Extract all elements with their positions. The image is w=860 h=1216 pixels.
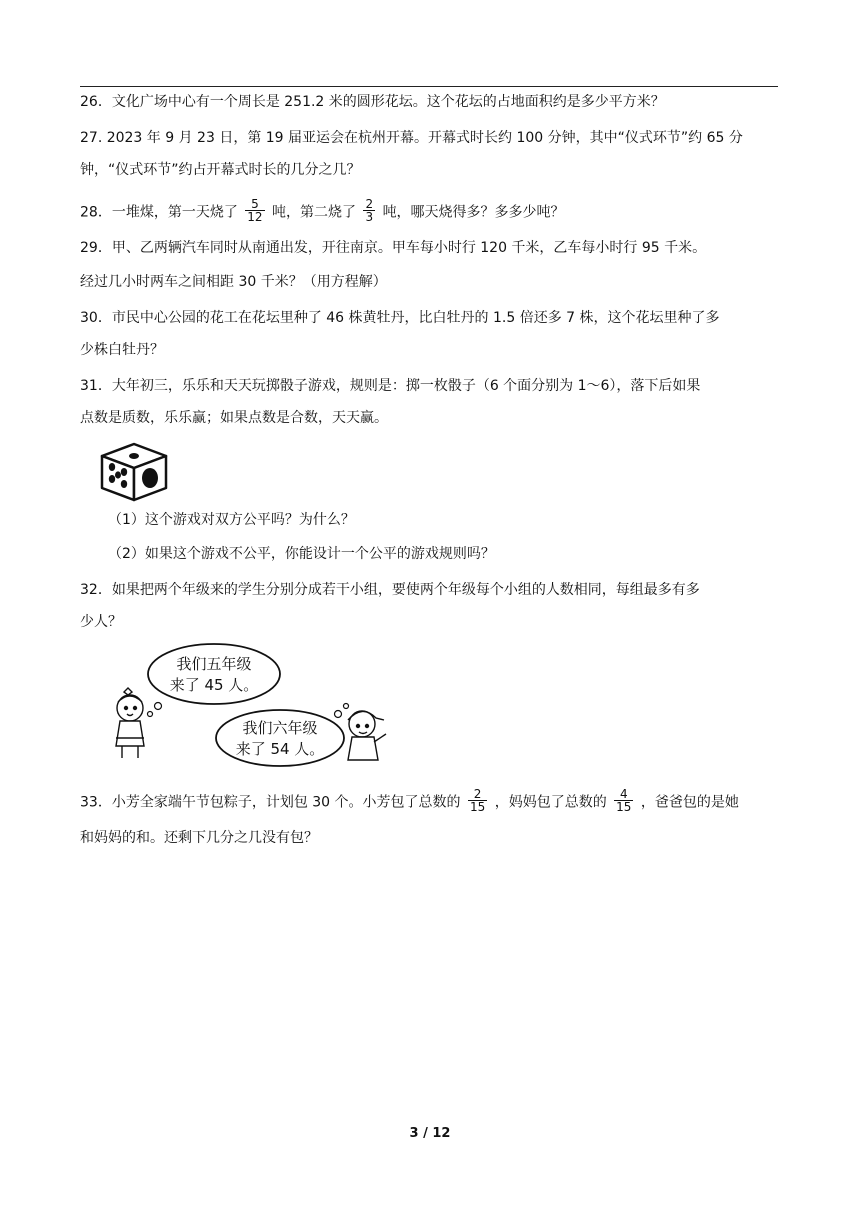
question-32-line-2: 少人？ [80, 614, 122, 630]
question-31-sub-1: （1）这个游戏对双方公平吗？为什么？ [108, 512, 355, 528]
question-27-line-2: 钟，“仪式环节”约占开幕式时长的几分之几？ [80, 162, 361, 178]
bubble-2-line-1: 我们六年级 [242, 719, 318, 737]
question-28-text-b: 吨，第二烧了 [272, 204, 357, 221]
question-29-line-2: 经过几小时两车之间相距 30 千米？（用方程解） [80, 274, 387, 290]
question-32-line-1: 32．如果把两个年级来的学生分别分成若干小组，要使两个年级每个小组的人数相同，每组最多有多 [80, 582, 700, 598]
question-33-text-b: ，妈妈包了总数的 [494, 794, 607, 811]
header-rule [80, 86, 778, 87]
fraction-2-3: $\frac{2}{3}$ [365, 197, 374, 224]
fraction-4-15: $\frac{4}{15}$ [616, 787, 632, 814]
question-29-line-1: 29．甲、乙两辆汽车同时从南通出发，开往南京。甲车每小时行 120 千米，乙车每小时行 95 千米。 [80, 240, 707, 256]
question-27-line-1: 27. 2023 年 9 月 23 日，第 19 届亚运会在杭州开幕。开幕式时长约 100 分钟，其中“仪式环节”约 65 分 [80, 130, 743, 146]
question-31-line-1: 31．大年初三，乐乐和天天玩掷骰子游戏，规则是：掷一枚骰子（6 个面分别为 1～6），落下后如果 [80, 378, 701, 394]
question-33-text-a: 33．小芳全家端午节包粽子，计划包 30 个。小芳包了总数的 [80, 794, 461, 811]
students-speech-illustration [108, 642, 394, 772]
fraction-5-12: $\frac{5}{12}$ [247, 197, 263, 224]
question-30-line-1: 30．市民中心公园的花工在花坛里种了 46 株黄牡丹，比白牡丹的 1.5 倍还多 7 株，这个花坛里种了多 [80, 310, 720, 326]
boy-icon [348, 711, 386, 760]
question-33-line-2: 和妈妈的和。还剩下几分之几没有包？ [80, 830, 318, 846]
bubble-1-line-1: 我们五年级 [176, 655, 252, 673]
question-28-text-c: 吨，哪天烧得多？多多少吨？ [382, 204, 565, 221]
page-number: 3 / 12 [409, 1126, 451, 1141]
question-28 [80, 197, 565, 224]
question-26: 26．文化广场中心有一个周长是 251.2 米的圆形花坛。这个花坛的占地面积约是多少平方米？ [80, 94, 665, 110]
question-33-text-c: ，爸爸包的是她 [640, 794, 739, 811]
fraction-2-15: $\frac{2}{15}$ [469, 787, 486, 814]
question-30-line-2: 少株白牡丹？ [80, 342, 164, 358]
girl-icon [116, 688, 144, 758]
question-33-line-1 [80, 787, 739, 814]
bubble-1-line-2: 来了 45 人。 [169, 676, 259, 694]
question-31-line-2: 点数是质数，乐乐赢；如果点数是合数，天天赢。 [80, 410, 388, 426]
question-31-sub-2: （2）如果这个游戏不公平，你能设计一个公平的游戏规则吗？ [108, 546, 495, 562]
bubble-2-line-2: 来了 54 人。 [235, 740, 325, 758]
question-28-text-a: 28．一堆煤，第一天烧了 [80, 204, 238, 221]
dice-illustration [98, 438, 170, 502]
